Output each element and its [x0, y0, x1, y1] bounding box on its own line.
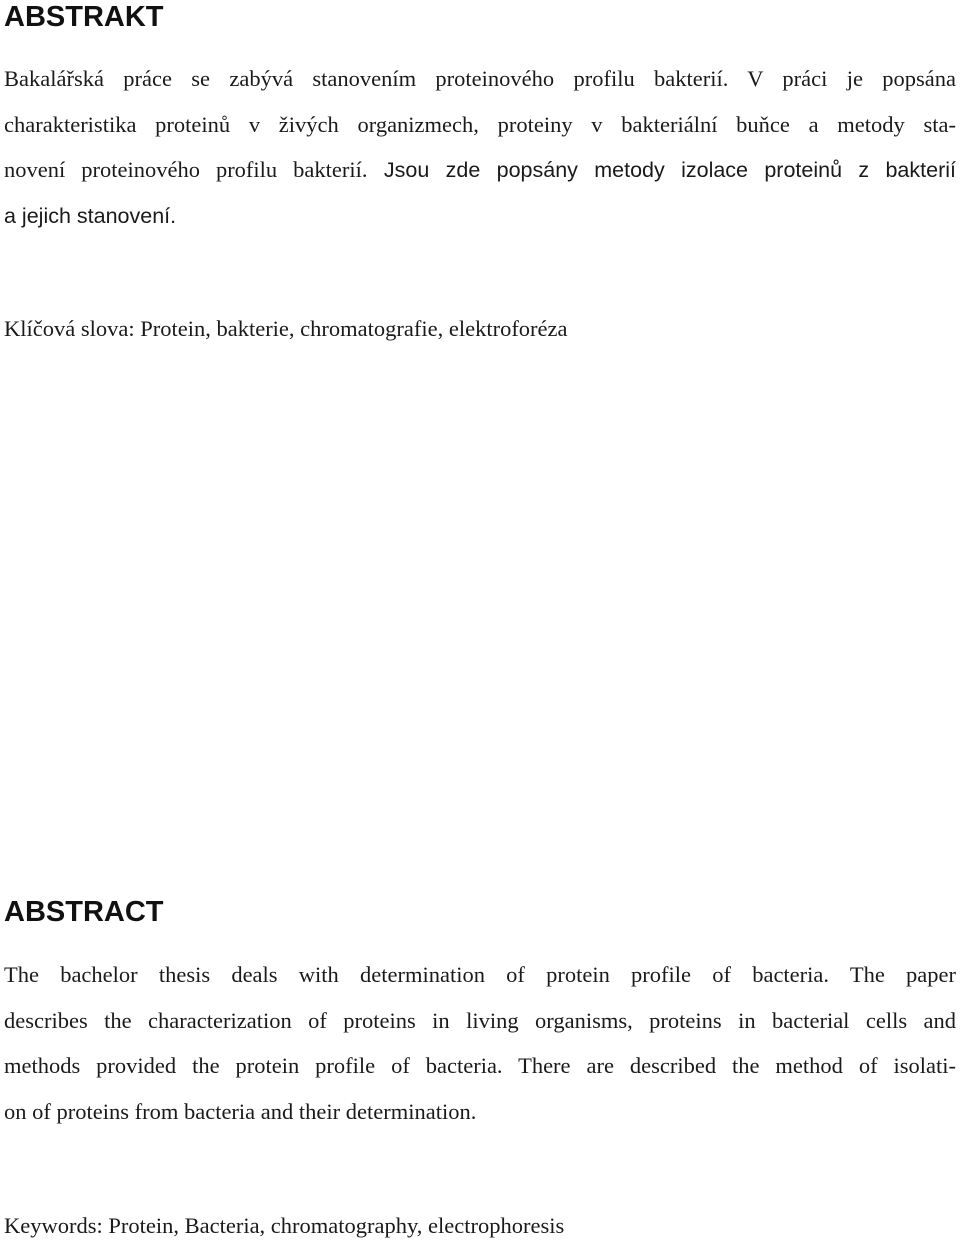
abstract-keywords: Keywords: Protein, Bacteria, chromatography, electrophoresis: [4, 1213, 565, 1238]
abstract-line-4: on of proteins from bacteria and their determination.: [4, 1098, 477, 1124]
abstract-line-3: methods provided the protein profile of bacteria. There are described the method of isolati-: [4, 1053, 956, 1078]
abstrakt-line-4: a jejich stanovení.: [4, 203, 177, 228]
abstrakt-line-1: Bakalářská práce se zabývá stanovením proteinového profilu bakterií. V práci je popsána: [4, 66, 956, 91]
abstrakt-line-3-sans: Jsou zde popsány metody izolace proteinů z bakterií: [367, 158, 956, 182]
abstrakt-heading: ABSTRAKT: [4, 1, 164, 33]
abstract-paragraph: [4, 952, 956, 1134]
abstrakt-line-2: charakteristika proteinů v živých organizmech, proteiny v bakteriální buňce a metody sta-: [4, 111, 956, 137]
abstrakt-line-3: [4, 147, 956, 194]
abstrakt-line-3-serif: novení proteinového profilu bakterií.: [4, 157, 368, 182]
abstract-heading: ABSTRACT: [4, 896, 164, 928]
abstract-line-2: describes the characterization of proteins in living organisms, proteins in bacterial cells and: [4, 1007, 956, 1033]
abstract-line-1: The bachelor thesis deals with determination of protein profile of bacteria. The paper: [4, 962, 956, 987]
abstrakt-paragraph: [4, 56, 956, 239]
abstrakt-keywords: Klíčová slova: Protein, bakterie, chromatografie, elektroforéza: [4, 316, 568, 341]
